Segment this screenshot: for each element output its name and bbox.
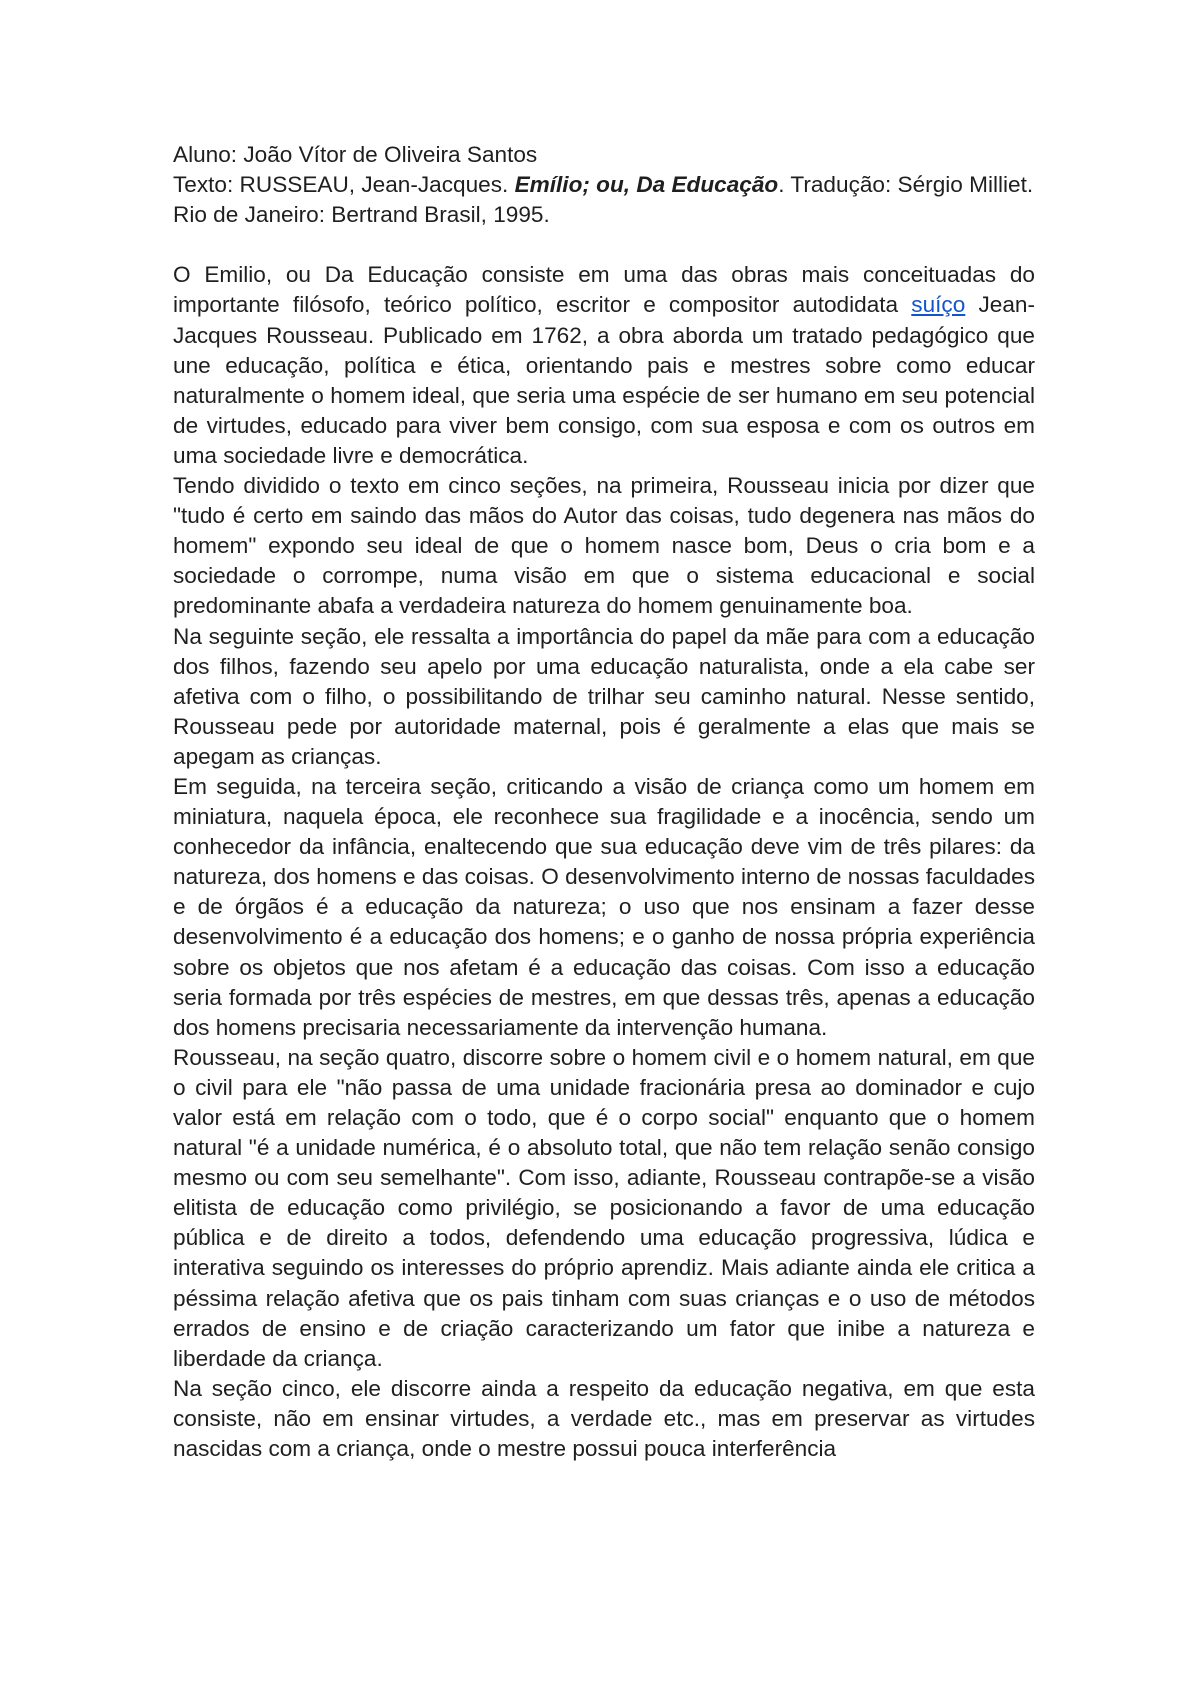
citation-suffix: . Tradução: Sérgio Milliet. Rio de Janeiro: Bertrand Brasil, 1995. bbox=[173, 172, 1034, 228]
intro-text-after-link: Jean-Jacques Rousseau. Publicado em 1762, a obra aborda um tratado pedagógico que une educação, política e ética, orientando pais e mestres sobre como educar naturalmente o homem ideal, que seria uma espécie de ser humano em seu potencial de virtudes, educado para viver bem consigo, com sua esposa e com os outros em uma sociedade livre e democrática. bbox=[173, 292, 1035, 468]
intro-paragraph bbox=[173, 260, 1035, 471]
student-name: Aluno: João Vítor de Oliveira Santos bbox=[173, 142, 538, 167]
paragraph-section-three: Em seguida, na terceira seção, criticando a visão de criança como um homem em miniatura, naquela época, ele reconhece sua fragilidade e a inocência, sendo um conhecedor da infância, enaltecendo que sua educação deve vim de três pilares: da natureza, dos homens e das coisas. O desenvolvimento interno de nossas faculdades e de órgãos é a educação da natureza; o uso que nos ensinam a fazer desse desenvolvimento é a educação dos homens; e o ganho de nossa própria experiência sobre os objetos que nos afetam é a educação das coisas. Com isso a educação seria formada por três espécies de mestres, em que dessas três, apenas a educação dos homens precisaria necessariamente da intervenção humana. bbox=[173, 773, 1035, 1040]
reference-citation bbox=[173, 170, 1035, 230]
citation-prefix: Texto: RUSSEAU, Jean-Jacques. bbox=[173, 172, 515, 198]
paragraph-section-five: Na seção cinco, ele discorre ainda a respeito da educação negativa, em que esta consiste, não em ensinar virtudes, a verdade etc., mas em preservar as virtudes nascidas com a criança, onde o mestre possui pouca interferência bbox=[173, 1375, 1035, 1462]
paragraph-section-one: Tendo dividido o texto em cinco seções, na primeira, Rousseau inicia por dizer que "tudo é certo em saindo das mãos do Autor das coisas, tudo degenera nas mãos do homem" expondo seu ideal de que o homem nasce bom, Deus o cria bom e a sociedade o corrompe, numa visão em que o sistema educacional e social predominante abafa a verdadeira natureza do homem genuinamente boa. bbox=[173, 473, 1035, 619]
blank-line bbox=[173, 230, 1035, 260]
suico-link[interactable]: suíço bbox=[911, 292, 966, 318]
paragraph-section-four: Rousseau, na seção quatro, discorre sobre o homem civil e o homem natural, em que o civil para ele "não passa de uma unidade fracionária presa ao dominador e cujo valor está em relação com o todo, que é o corpo social" enquanto que o homem natural "é a unidade numérica, é o absoluto total, que não tem relação senão consigo mesmo ou com seu semelhante". Com isso, adiante, Rousseau contrapõe-se a visão elitista de educação como privilégio, se posicionando a favor de uma educação pública e de direito a todos, defendendo uma educação progressiva, lúdica e interativa seguindo os interesses do próprio aprendiz. Mais adiante ainda ele critica a péssima relação afetiva que os pais tinham com suas crianças e o uso de métodos errados de ensino e de criação caracterizando um fator que inibe a natureza e liberdade da criança. bbox=[173, 1044, 1035, 1371]
book-title: Emílio; ou, Da Educação bbox=[514, 172, 779, 198]
intro-text-before-link: O Emilio, ou Da Educação consiste em uma das obras mais conceituadas do importante filósofo, teórico político, escritor e compositor autodidata bbox=[173, 262, 1035, 318]
paragraph-section-two: Na seguinte seção, ele ressalta a importância do papel da mãe para com a educação dos filhos, fazendo seu apelo por uma educação naturalista, onde a ela cabe ser afetiva com o filho, o possibilitando de trilhar seu caminho natural. Nesse sentido, Rousseau pede por autoridade maternal, pois é geralmente a elas que mais se apegam as crianças. bbox=[173, 623, 1035, 769]
document-page bbox=[173, 140, 1035, 1464]
